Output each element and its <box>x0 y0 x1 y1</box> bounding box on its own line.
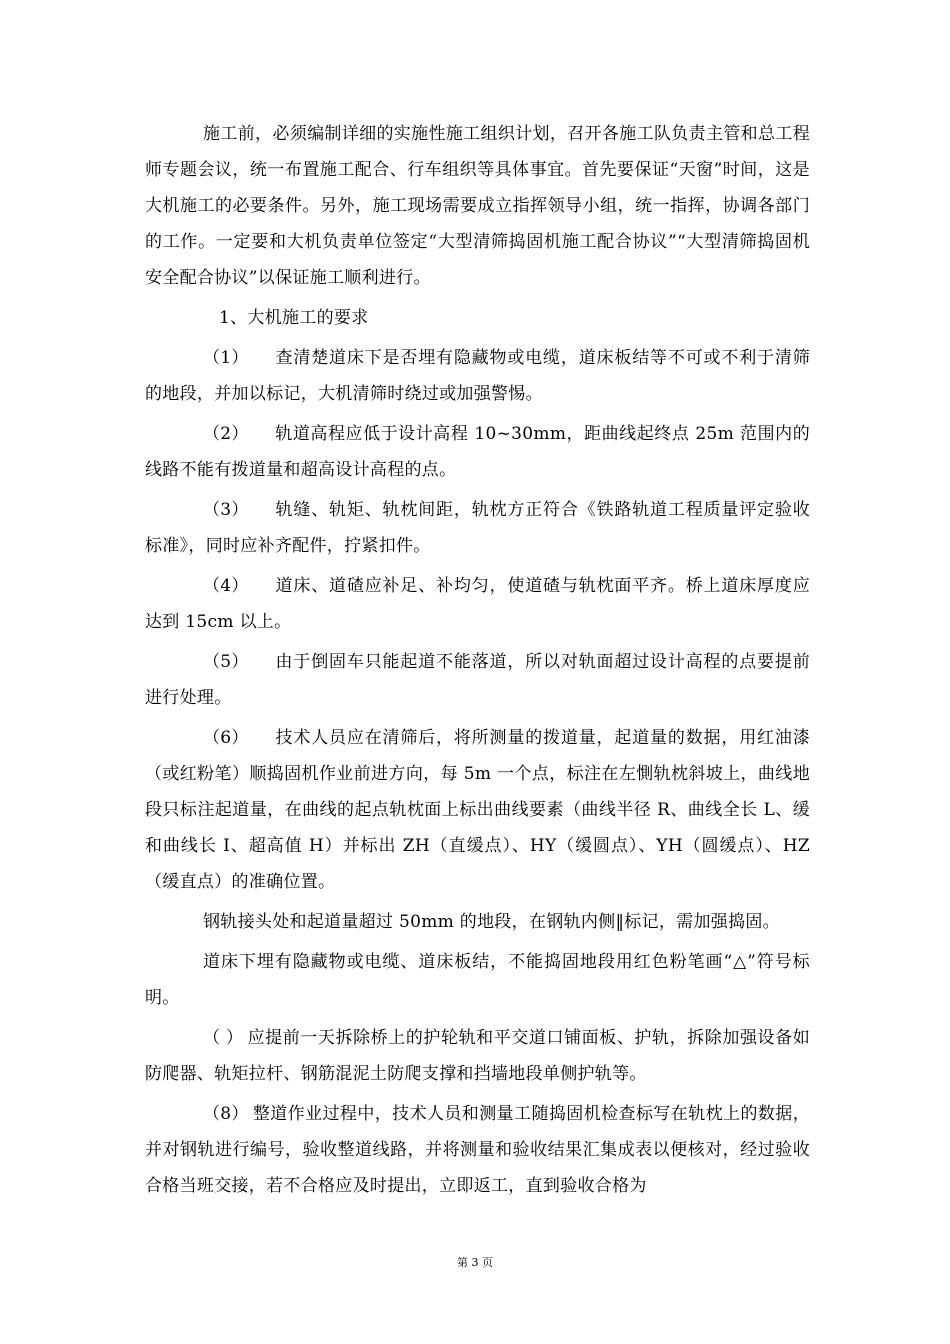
item-text: 查清楚道床下是否埋有隐藏物或电缆，道床板结等不可或不利于清筛的地段，并加以标记，大机清筛时绕过或加强警惕。 <box>145 348 810 404</box>
item-number: （4） <box>203 576 249 596</box>
item-text: 道床、道碴应补足、补均匀，使道碴与轨枕面平齐。桥上道床厚度应达到 15cm 以上。 <box>145 576 810 632</box>
item-text: 应提前一天拆除桥上的护轮轨和平交道口铺面板、护轨，拆除加强设备如防爬器、轨矩拉杆、钢筋混泥土防爬支撑和挡墙地段单侧护轨等。 <box>145 1028 810 1084</box>
intro-paragraph: 施工前，必须编制详细的实施性施工组织计划，召开各施工队负责主管和总工程师专题会议，统一布置施工配合、行车组织等具体事宜。首先要保证“天窗”时间，这是大机施工的必要条件。另外，施工现场需要成立指挥领导小组，统一指挥，协调各部门的工作。一定要和大机负责单位签定“大型清筛捣固机施工配合协议”“大型清筛捣固机安全配合协议”以保证施工顺利进行。 <box>145 124 810 288</box>
note-buried-objects: 道床下埋有隐藏物或电缆、道床板结，不能捣固地段用红色粉笔画“△”符号标明。 <box>145 952 810 1008</box>
item-number: （ ） <box>203 1028 244 1048</box>
section-heading: 1、大机施工的要求 <box>219 308 369 328</box>
requirement-item-5 <box>145 644 810 716</box>
requirement-item-8 <box>145 1096 810 1204</box>
document-body <box>145 116 810 1208</box>
item-text: 由于倒固车只能起道不能落道，所以对轨面超过设计高程的点要提前进行处理。 <box>145 652 810 708</box>
requirement-item-1 <box>145 340 810 412</box>
item-number: （8） <box>203 1104 249 1124</box>
requirement-item-6 <box>145 720 810 900</box>
note-rail-joint: 钢轨接头处和起道量超过 50mm 的地段，在钢轨内侧‖标记，需加强捣固。 <box>203 912 780 932</box>
item-text: 整道作业过程中，技术人员和测量工随捣固机检查标写在轨枕上的数据，并对钢轨进行编号，验收整道线路，并将测量和验收结果汇集成表以便核对，经过验收合格当班交接，若不合格应及时提出，立即返工，直到验收合格为 <box>145 1104 810 1196</box>
requirement-item-3 <box>145 492 810 564</box>
item-number: （6） <box>203 728 249 748</box>
item-text: 轨缝、轨矩、轨枕间距，轨枕方正符合《铁路轨道工程质量评定验收标准》，同时应补齐配件，拧紧扣件。 <box>145 500 810 556</box>
item-text: 轨道高程应低于设计高程 10~30mm，距曲线起终点 25m 范围内的线路不能有拨道量和超高设计高程的点。 <box>145 424 810 480</box>
item-number: （3） <box>203 500 249 520</box>
page-number: 第 3 页 <box>457 1256 493 1269</box>
item-number: （1） <box>203 348 249 368</box>
item-text: 技术人员应在清筛后，将所测量的拨道量，起道量的数据，用红油漆（或红粉笔）顺捣固机作业前进方向，每 5m 一个点，标注在左惻轨枕斜坡上，曲线地段只标注起道量，在曲线的起点轨枕面上标出曲线要素（曲线半径 R、曲线全长 L、缓和曲线长 I、超高值 H）并标出 ZH（直缓点）、HY（缓圆点）、YH（圆缓点）、HZ（缓直点）的准确位置。 <box>145 728 810 892</box>
requirement-item-2 <box>145 416 810 488</box>
requirement-item-7 <box>145 1020 810 1092</box>
item-number: （2） <box>203 424 249 444</box>
item-number: （5） <box>203 652 249 672</box>
requirement-item-4 <box>145 568 810 640</box>
